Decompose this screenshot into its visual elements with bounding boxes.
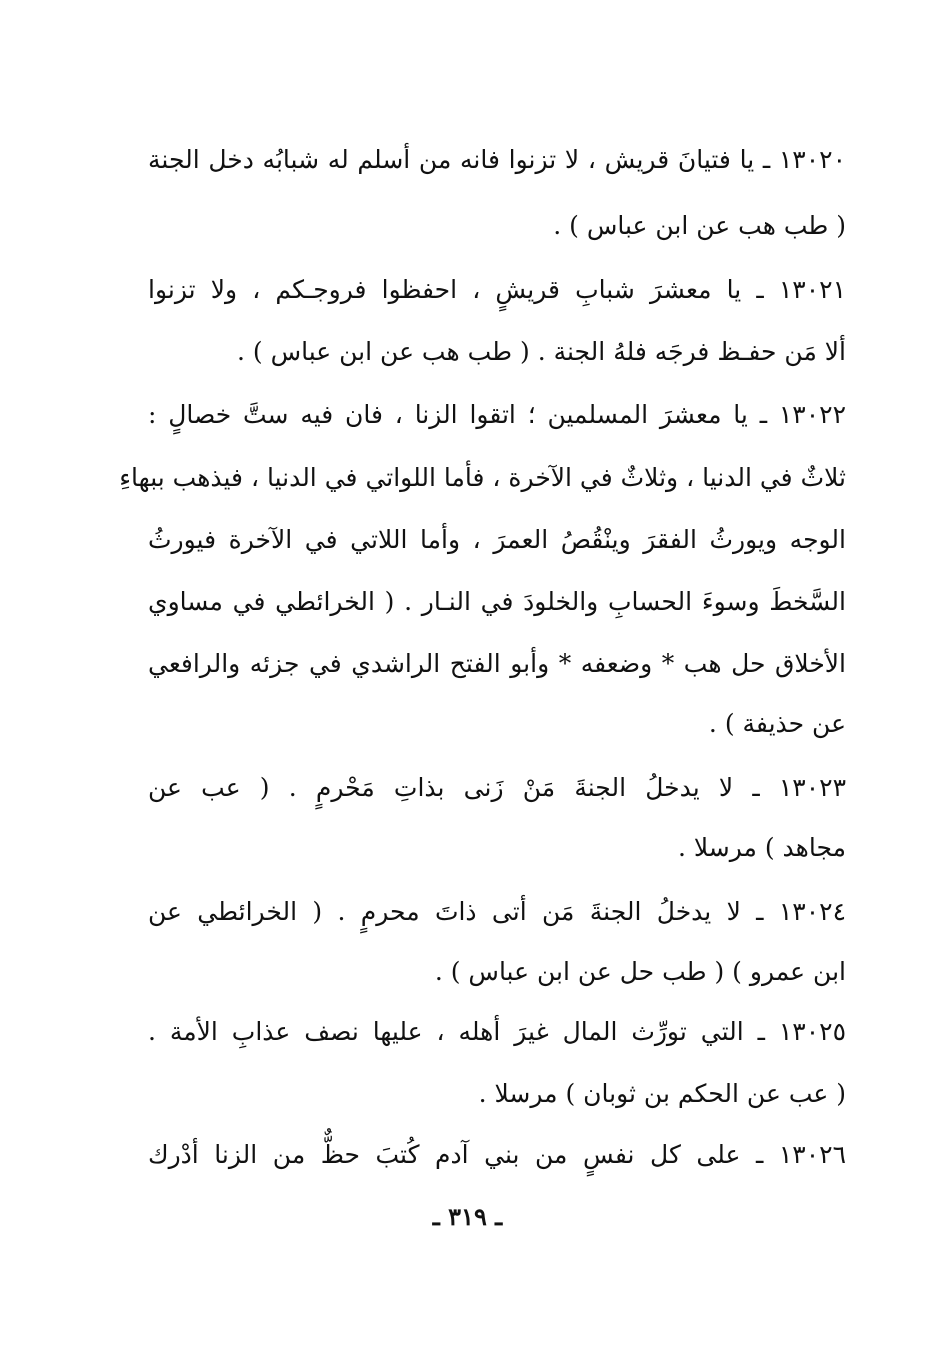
text-line-6: ثلاثٌ في الدنيا ، وثلاثٌ في الآخرة ، فأما اللواتي في الدنيا ، فيذهب ببهاءِ — [119, 463, 846, 492]
text-line-4: ألا مَن حفـظ فرجَه فلهُ الجنة . ( طب هب عن ابن عباس ) . — [237, 337, 846, 366]
text-line-5: ١٣٠٢٢ ـ يا معشرَ المسلمين ؛ اتقوا الزنا ، فان فيه ستَّ خصالٍ : — [148, 400, 846, 429]
text-line-3: ١٣٠٢١ ـ يا معشرَ شبابِ قريشٍ ، احفظوا فروجـكم ، ولا تزنوا — [148, 275, 846, 304]
text-line-7: الوجه ويورثُ الفقرَ وينْقُصُ العمرَ ، وأما اللاتي في الآخرة فيورثُ — [148, 525, 846, 554]
text-line-9: الأخلاق حل هب * وضعفه * وأبو الفتح الراشدي في جزئه والرافعي — [148, 649, 846, 678]
text-line-17: ١٣٠٢٦ ـ على كل نفسٍ من بني آدم كُتبَ حظٌّ من الزنا أدْرك — [148, 1140, 846, 1169]
text-line-16: ( عب عن الحكم بن ثوبان ) مرسلا . — [478, 1079, 846, 1108]
text-line-12: مجاهد ) مرسلا . — [677, 833, 846, 862]
text-line-15: ١٣٠٢٥ ـ التي تورِّث المال غيرَ أهله ، عليها نصف عذابِ الأمة . — [148, 1017, 846, 1046]
text-line-8: السَّخطَ وسوءَ الحسابِ والخلودَ في النـار . ( الخرائطي في مساوي — [148, 587, 846, 616]
text-line-2: ( طب هب عن ابن عباس ) . — [553, 211, 846, 240]
text-line-14: ابن عمرو ) ( طب حل عن ابن عباس ) . — [434, 957, 846, 986]
text-line-11: ١٣٠٢٣ ـ لا يدخلُ الجنةَ مَنْ زَنى بذاتِ مَحْرمٍ . ( عب عن — [148, 773, 846, 802]
text-line-10: عن حذيفة ) . — [708, 709, 846, 738]
hadith-text-body — [119, 0, 846, 1350]
text-line-1: ١٣٠٢٠ ـ يا فتيانَ قريش ، لا تزنوا فانه من أسلم له شبابُه دخل الجنة — [148, 145, 846, 174]
page-number: ـ ٣١٩ ـ — [432, 1202, 503, 1231]
text-line-13: ١٣٠٢٤ ـ لا يدخلُ الجنةَ مَن أتى ذاتَ محرمٍ . ( الخرائطي عن — [148, 897, 846, 926]
